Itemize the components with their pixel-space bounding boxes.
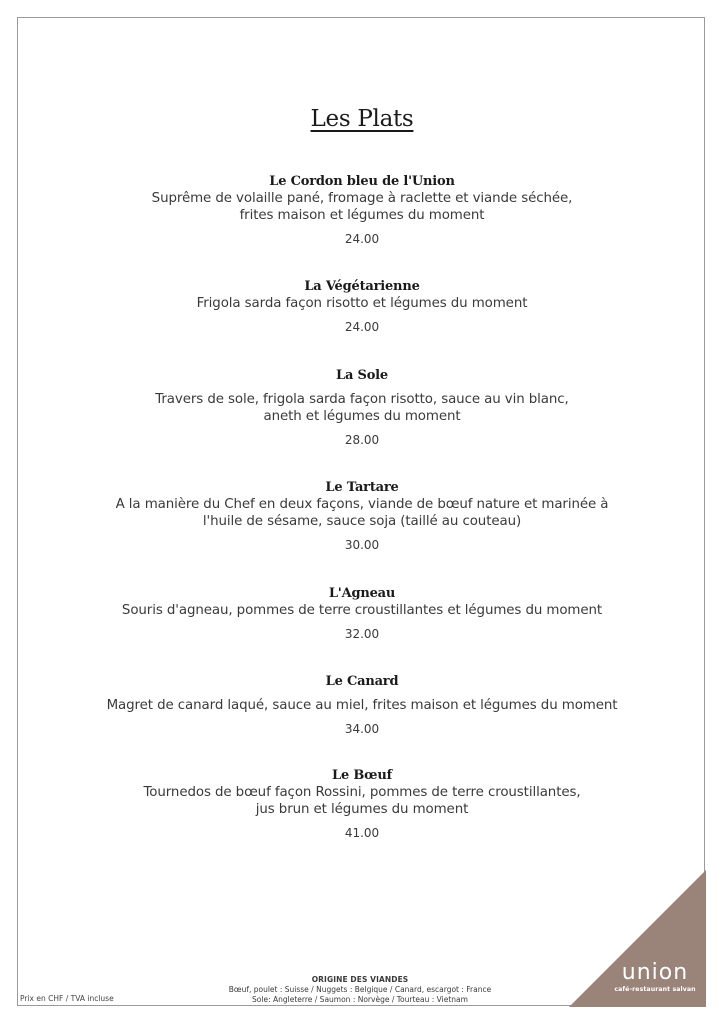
dish-description-line: A la manière du Chef en deux façons, viande de bœuf nature et marinée à	[115, 497, 609, 512]
dish-price: 24.00	[344, 320, 380, 334]
dish-name: Le Tartare	[325, 480, 399, 495]
meat-origin-title: ORIGINE DES VIANDES	[311, 975, 409, 984]
meat-origin-note	[150, 975, 570, 1005]
dish-price: 34.00	[344, 722, 380, 736]
dish-name: Le Cordon bleu de l'Union	[269, 174, 455, 189]
dish-name: L'Agneau	[328, 586, 396, 601]
meat-origin-line: Sole: Angleterre / Saumon : Norvège / Tourteau : Vietnam	[252, 995, 468, 1004]
page-title	[0, 104, 724, 134]
dish-description-line: Travers de sole, frigola sarda façon risotto, sauce au vin blanc,	[155, 392, 569, 407]
dish-boeuf	[0, 767, 724, 841]
dish-tartare	[0, 479, 724, 553]
dish-price: 32.00	[344, 627, 380, 641]
dish-description-line: Magret de canard laqué, sauce au miel, frites maison et légumes du moment	[106, 698, 618, 713]
dish-name: Le Canard	[325, 674, 399, 689]
dish-cordon-bleu	[0, 173, 724, 247]
dish-price: 24.00	[344, 232, 380, 246]
dish-price: 30.00	[344, 538, 380, 552]
dish-name: Le Bœuf	[332, 768, 392, 783]
dish-name: La Végétarienne	[304, 279, 420, 294]
dish-description-line: Suprême de volaille pané, fromage à raclette et viande séchée,	[151, 191, 573, 206]
dish-sole	[0, 367, 724, 448]
dish-description-line: Tournedos de bœuf façon Rossini, pommes de terre croustillantes,	[143, 785, 581, 800]
page-title-text: Les Plats	[310, 106, 414, 132]
dish-description-line: jus brun et légumes du moment	[255, 802, 469, 817]
dish-agneau	[0, 585, 724, 642]
dish-price: 41.00	[344, 826, 380, 840]
dish-description-line: Souris d'agneau, pommes de terre croustillantes et légumes du moment	[121, 603, 603, 618]
meat-origin-line: Bœuf, poulet : Suisse / Nuggets : Belgique / Canard, escargot : France	[228, 985, 492, 994]
dish-name: La Sole	[336, 368, 388, 383]
dish-vegetarienne	[0, 278, 724, 335]
price-currency-note: Prix en CHF / TVA incluse	[20, 994, 114, 1003]
dish-description-line: frites maison et légumes du moment	[239, 208, 485, 223]
dish-canard	[0, 673, 724, 737]
logo-wordmark: union	[621, 960, 689, 985]
dish-description-line: l'huile de sésame, sauce soja (taillé au couteau)	[202, 514, 522, 529]
dish-price: 28.00	[344, 433, 380, 447]
dish-description-line: Frigola sarda façon risotto et légumes du moment	[196, 296, 528, 311]
dish-description-line: aneth et légumes du moment	[263, 409, 461, 424]
logo-tagline: café-restaurant salvan	[614, 986, 696, 993]
